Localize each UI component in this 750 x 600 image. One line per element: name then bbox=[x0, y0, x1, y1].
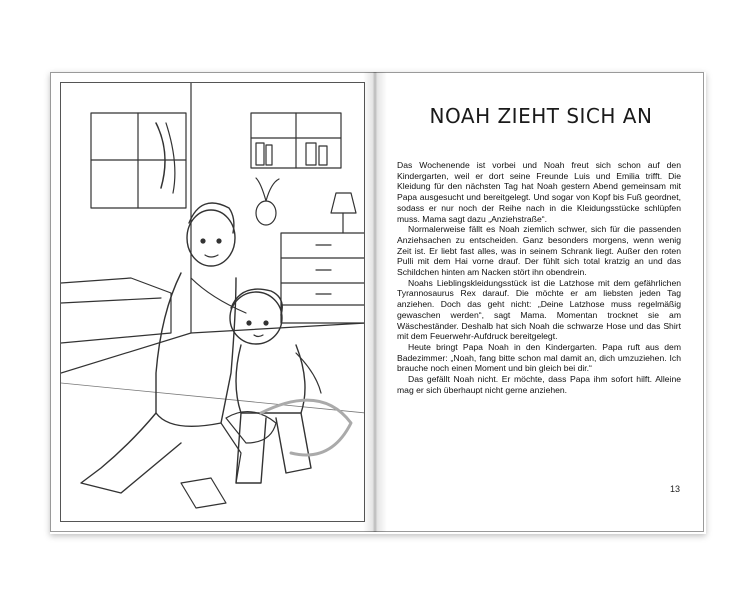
page-number: 13 bbox=[669, 484, 680, 494]
paragraph: Das Wochenende ist vorbei und Noah freut sich schon auf den Kindergarten, weil er dort seine Freunde Luis und Emilia trifft. Die Kleidung für den nächsten Tag hat Noah gestern Abend gemeinsam mit Papa ausgesucht und bereitgelegt. Und sogar von Kopf bis Fuß geordnet, sodass er nur noch der Reihe nach in die Kleidungsstücke schlüpfen muss. Mama sagt dazu „Anziehstraße“. bbox=[397, 160, 681, 224]
paragraph: Heute bringt Papa Noah in den Kindergarten. Papa ruft aus dem Badezimmer: „Noah, fang bitte schon mal damit an, dich umzuziehen. Ich brauche noch einen Moment und bin gleich bei dir.“ bbox=[397, 341, 681, 374]
story-text bbox=[397, 160, 681, 395]
chapter-title: NOAH ZIEHT SICH AN bbox=[429, 104, 653, 128]
paragraph: Noahs Lieblingskleidungsstück ist die Latzhose mit dem gefährlichen Tyrannosaurus Rex darauf. Die möchte er am liebsten jeden Tag anziehen. Doch das geht nicht: „Deine Latzhose muss regelmäßig gewaschen werden“, sagt Mama. Momentan trocknet sie am Wäscheständer. Deshalb hat sich Noah die schwarze Hose und das Shirt mit dem Feuerwehr-Aufdruck bereitgelegt. bbox=[397, 277, 681, 342]
paragraph: Das gefällt Noah nicht. Er möchte, dass Papa ihm sofort hilft. Alleine mag er sich überhaupt nicht gerne anziehen. bbox=[397, 374, 681, 395]
paragraph: Normalerweise fällt es Noah ziemlich schwer, sich für die passenden Anziehsachen zu entscheiden. Ganz besonders morgens, wenn wenig Zeit ist. Er liebt fast alles, was in seinem Schrank liegt. Außer den roten Pulli mit dem Hai vorne drauf. Der fühlt sich total kratzig an und das Schildchen hinten am Nacken stört ihn obendrein. bbox=[397, 224, 681, 278]
coloring-illustration bbox=[60, 82, 365, 522]
